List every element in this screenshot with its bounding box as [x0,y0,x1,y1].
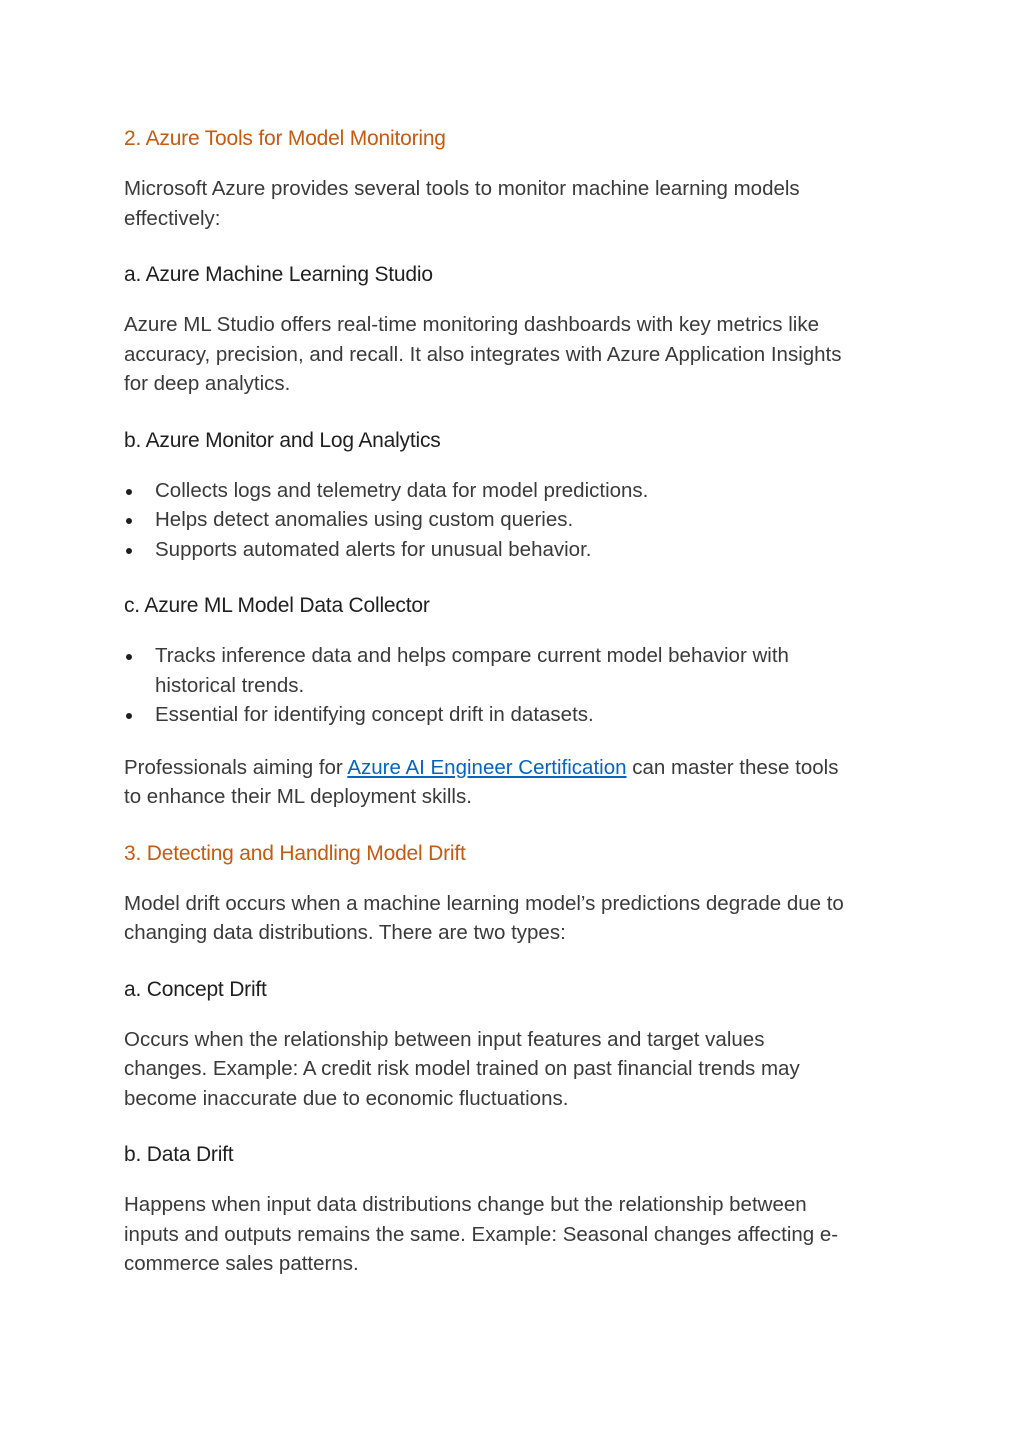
list-item-text: Supports automated alerts for unusual behavior. [155,537,592,561]
paragraph-line: changes. Example: A credit risk model trained on past financial trends may [124,1057,800,1080]
list-item-text: Helps detect anomalies using custom queries. [155,508,574,531]
list-item [124,641,914,700]
azure-monitor-bullet-list [124,476,914,565]
azure-ai-engineer-certification-link[interactable]: Azure AI Engineer Certification [347,755,627,779]
bullet-icon [126,713,132,719]
intro-line: Microsoft Azure provides several tools to monitor machine learning models [124,177,800,200]
list-item [124,535,914,565]
intro-line: Model drift occurs when a machine learning model’s predictions degrade due to [124,891,844,915]
list-item [124,700,914,730]
bullet-icon [126,548,132,554]
paragraph-line: commerce sales patterns. [124,1252,359,1275]
list-item [124,476,914,506]
subheading-azure-monitor: b. Azure Monitor and Log Analytics [124,428,441,452]
paragraph-line: Azure ML Studio offers real-time monitoring dashboards with key metrics like [124,313,820,336]
list-item [124,505,914,535]
section-2-heading: 2. Azure Tools for Model Monitoring [124,127,446,150]
paragraph-line: Occurs when the relationship between input features and target values [124,1027,765,1051]
certification-paragraph [124,753,914,812]
azure-ml-studio-paragraph [124,310,914,399]
paragraph-text: Professionals aiming for [124,755,348,779]
bullet-icon [126,518,132,524]
intro-line: changing data distributions. There are two types: [124,921,566,944]
subheading-data-drift: b. Data Drift [124,1143,234,1166]
list-item-text: historical trends. [155,673,305,697]
document-page [124,120,914,1279]
section-3-heading: 3. Detecting and Handling Model Drift [124,841,466,865]
subheading-data-collector: c. Azure ML Model Data Collector [124,594,430,617]
paragraph-text: can master these tools [626,755,839,779]
paragraph-line: to enhance their ML deployment skills. [124,785,472,808]
paragraph-line: inputs and outputs remains the same. Example: Seasonal changes affecting e- [124,1222,839,1246]
paragraph-line: accuracy, precision, and recall. It also integrates with Azure Application Insights [124,342,842,366]
bullet-icon [126,654,132,660]
subheading-azure-ml-studio: a. Azure Machine Learning Studio [124,263,433,286]
paragraph-line: Happens when input data distributions change but the relationship between [124,1193,807,1216]
list-item-text: Collects logs and telemetry data for model predictions. [155,478,649,502]
subheading-concept-drift: a. Concept Drift [124,977,267,1001]
concept-drift-paragraph [124,1025,914,1114]
section-3-intro [124,889,914,948]
intro-line: effectively: [124,206,221,230]
data-collector-bullet-list [124,641,914,730]
data-drift-paragraph [124,1190,914,1279]
bullet-icon [126,489,132,495]
section-2-intro [124,174,914,233]
paragraph-line: become inaccurate due to economic fluctuations. [124,1086,569,1110]
paragraph-line: for deep analytics. [124,372,291,395]
list-item-text: Essential for identifying concept drift in datasets. [155,703,594,726]
list-item-text: Tracks inference data and helps compare current model behavior with [155,644,789,667]
